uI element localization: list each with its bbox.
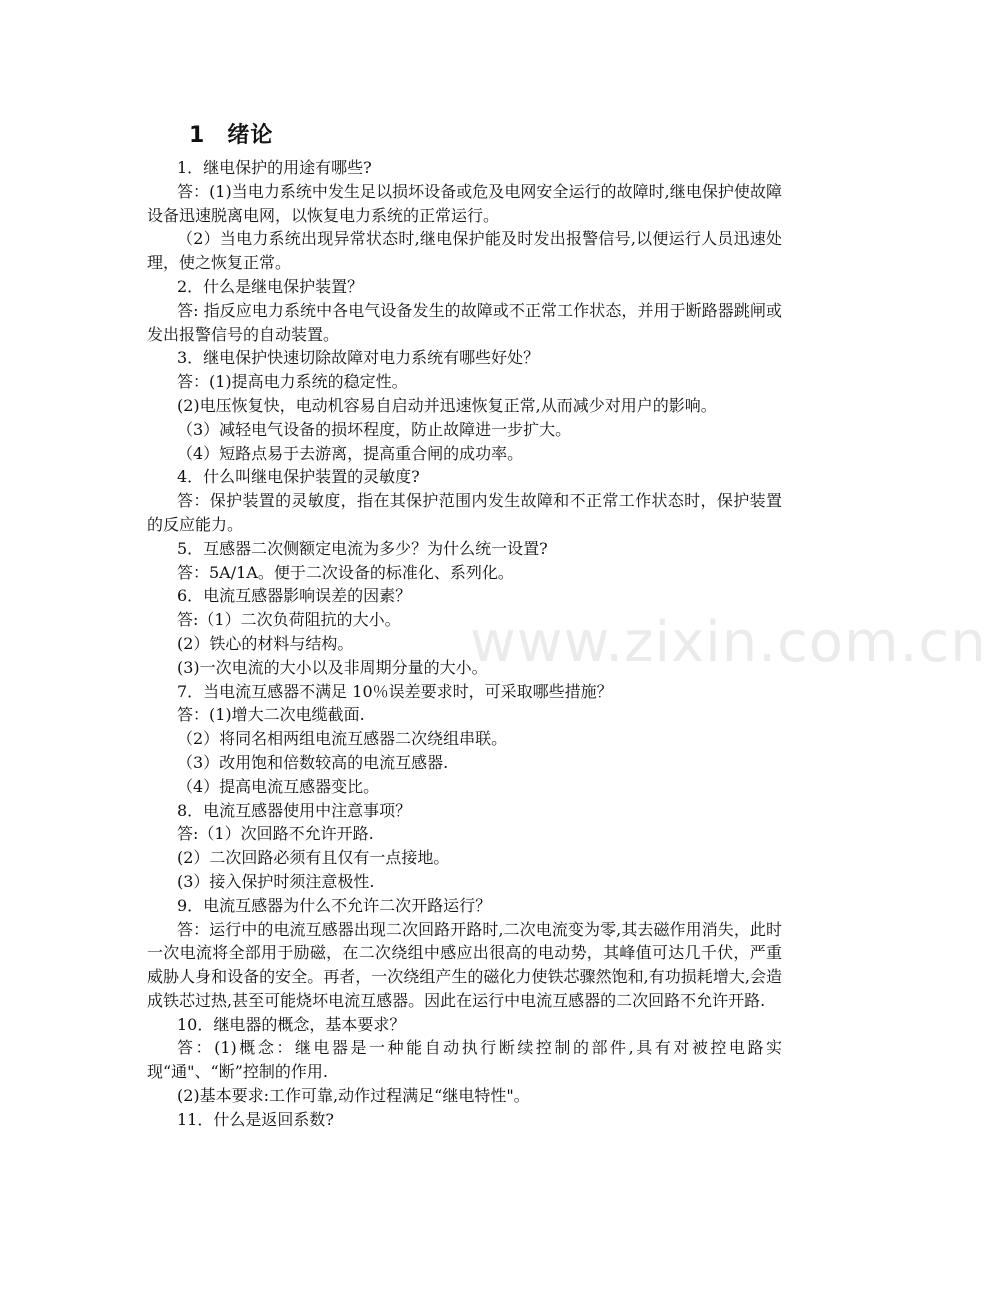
paragraph: 5．互感器二次侧额定电流为多少？为什么统一设置? (177, 538, 548, 558)
paragraph: 2．什么是继电保护装置？ (177, 276, 364, 296)
paragraph: (2）铁心的材料与结构。 (177, 633, 354, 653)
paragraph: 1．继电保护的用途有哪些? (177, 158, 372, 177)
paragraph: (2）二次回路必须有且仅有一点接地。 (177, 848, 450, 868)
paragraph: （2）当电力系统出现异常状态时,继电保护能及时发出报警信号,以便运行人员迅速处理，使之恢复正常。 (147, 229, 782, 273)
paragraph: 答：保护装置的灵敏度，指在其保护范围内发生故障和不正常工作状态时，保护装置的反应能力。 (147, 491, 782, 534)
paragraph: 答：(1)提高电力系统的稳定性。 (177, 372, 408, 392)
paragraph: (3)一次电流的大小以及非周期分量的大小。 (177, 657, 488, 677)
paragraph: 11．什么是返回系数? (177, 1109, 334, 1129)
paragraph: 8．电流互感器使用中注意事项？ (177, 800, 412, 820)
paragraph: 答: 指反应电力系统中各电气设备发生的故障或不正常工作状态，并用于断路器跳闸或发出报警信号的自动装置。 (147, 300, 782, 344)
paragraph: (2)基本要求:工作可靠,动作过程满足“继电特性"。 (177, 1086, 530, 1106)
paragraph: (2)电压恢复快，电动机容易自启动并迅速恢复正常,从而减少对用户的影响。 (177, 395, 717, 415)
paragraph: 答：(1)增大二次电缆截面. (177, 705, 365, 725)
paragraph: （4）短路点易于去游离，提高重合闸的成功率。 (177, 443, 524, 463)
paragraph: 答：5A/1A。便于二次设备的标准化、系列化。 (177, 562, 514, 582)
chapter-number: 1 (189, 123, 206, 148)
paragraph: （4）提高电流互感器变比。 (177, 776, 380, 796)
chapter-title-text: 绪论 (227, 123, 274, 148)
paragraph: 答：(1)当电力系统中发生足以损坏设备或危及电网安全运行的故障时,继电保护使故障设备迅速脱离电网，以恢复电力系统的正常运行。 (147, 181, 782, 225)
chapter-title (189, 120, 782, 152)
paragraph: （3）改用饱和倍数较高的电流互感器. (177, 752, 449, 772)
paragraph: （3）减轻电气设备的损坏程度，防止故障进一步扩大。 (177, 419, 572, 439)
watermark-text: www.zixin.com.cn (470, 610, 987, 675)
document-body (147, 120, 782, 1132)
paragraph: （2）将同名相两组电流互感器二次绕组串联。 (177, 729, 508, 749)
paragraph: (3）接入保护时须注意极性. (177, 871, 375, 891)
paragraph: 7．当电流互感器不满足 10％误差要求时，可采取哪些措施？ (177, 681, 613, 701)
paragraph: 3．继电保护快速切除故障对电力系统有哪些好处？ (177, 348, 540, 368)
paragraph: 答：(1)概念：继电器是一种能自动执行断续控制的部件,具有对被控电路实现“通"、“断”控制的作用. (147, 1038, 782, 1082)
paragraph: 4．什么叫继电保护装置的灵敏度? (177, 467, 420, 487)
paragraph: 答：运行中的电流互感器出现二次回路开路时,二次电流变为零,其去磁作用消失，此时一次电流将全部用于励磁，在二次绕组中感应出很高的电动势，其峰值可达几千伏，严重威胁人身和设备的安全。再者，一次绕组产生的磁化力使铁芯骤然饱和,有功损耗增大,会造成铁芯过热,甚至可能烧坏电流互感器。因此在运行中电流互感器的二次回路不允许开路. (147, 919, 782, 1010)
paragraph: 9．电流互感器为什么不允许二次开路运行？ (177, 895, 492, 915)
paragraph: 10．继电器的概念，基本要求？ (177, 1014, 406, 1034)
paragraph: 6．电流互感器影响误差的因素？ (177, 586, 412, 606)
paragraph: 答:（1）二次负荷阻抗的大小。 (177, 610, 401, 630)
paragraph: 答:（1）次回路不允许开路. (177, 824, 374, 844)
paragraph-list (147, 156, 782, 1132)
